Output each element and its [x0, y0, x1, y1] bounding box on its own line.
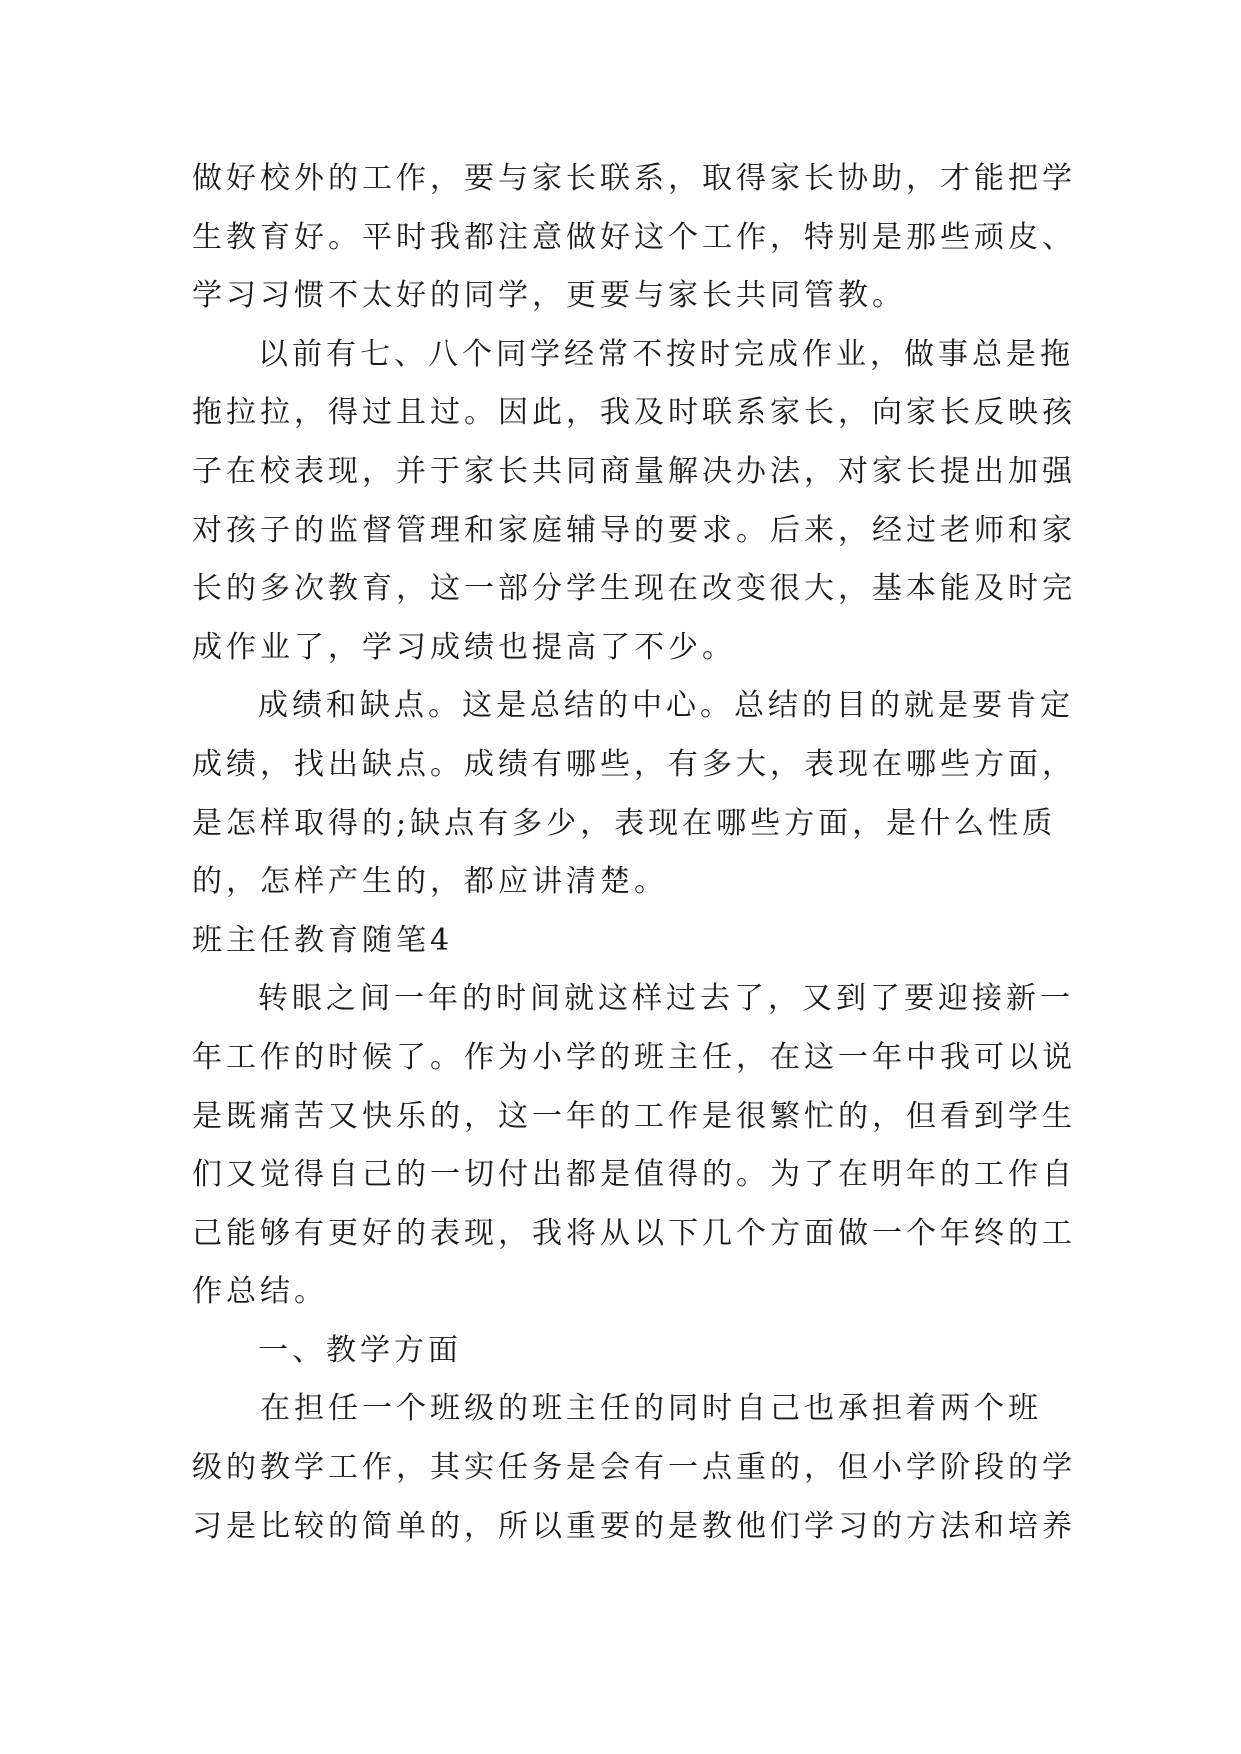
section-heading: 班主任教育随笔4 [192, 922, 454, 958]
paragraph-line: 长的多次教育，这一部分学生现在改变很大，基本能及时完 [192, 571, 1076, 607]
paragraph-line: 的，怎样产生的，都应讲清楚。 [192, 864, 668, 900]
paragraph-first-line: 成绩和缺点。这是总结的中心。总结的目的就是要肯定 [258, 688, 1074, 724]
document-body [192, 150, 1076, 1556]
paragraph-line: 是怎样取得的;缺点有多少，表现在哪些方面，是什么性质 [192, 805, 1057, 841]
paragraph-line: 成绩，找出缺点。成绩有哪些，有多大，表现在哪些方面， [192, 746, 1076, 782]
paragraph-line: 子在校表现，并于家长共同商量解决办法，对家长提出加强 [192, 453, 1076, 489]
paragraph-line: 对孩子的监督管理和家庭辅导的要求。后来，经过老师和家 [192, 512, 1076, 548]
paragraph-line: 拖拉拉，得过且过。因此，我及时联系家长，向家长反映孩 [192, 395, 1076, 431]
paragraph-line: 习是比较的简单的，所以重要的是教他们学习的方法和培养 [192, 1508, 1076, 1544]
paragraph-line: 己能够有更好的表现，我将从以下几个方面做一个年终的工 [192, 1215, 1076, 1251]
paragraph-line: 们又觉得自己的一切付出都是值得的。为了在明年的工作自 [192, 1157, 1076, 1193]
paragraph-line: 年工作的时候了。作为小学的班主任，在这一年中我可以说 [192, 1039, 1076, 1075]
paragraph-line: 学习习惯不太好的同学，更要与家长共同管教。 [192, 278, 906, 314]
paragraph-line: 做好校外的工作，要与家长联系，取得家长协助，才能把学 [192, 161, 1076, 196]
paragraph-line: 级的教学工作，其实任务是会有一点重的，但小学阶段的学 [192, 1450, 1076, 1486]
paragraph-line: 作总结。 [192, 1274, 328, 1310]
paragraph-first-line: 在担任一个班级的班主任的同时自己也承担着两个班 [260, 1391, 1042, 1427]
paragraph-line: 生教育好。平时我都注意做好这个工作，特别是那些顽皮、 [192, 219, 1076, 255]
paragraph-first-line: 转眼之间一年的时间就这样过去了，又到了要迎接新一 [258, 981, 1074, 1017]
paragraph-first-line: 以前有七、八个同学经常不按时完成作业，做事总是拖 [258, 336, 1074, 372]
subsection-heading: 一、教学方面 [258, 1332, 462, 1368]
paragraph-line: 是既痛苦又快乐的，这一年的工作是很繁忙的，但看到学生 [192, 1098, 1076, 1134]
paragraph-line: 成作业了，学习成绩也提高了不少。 [192, 629, 736, 665]
